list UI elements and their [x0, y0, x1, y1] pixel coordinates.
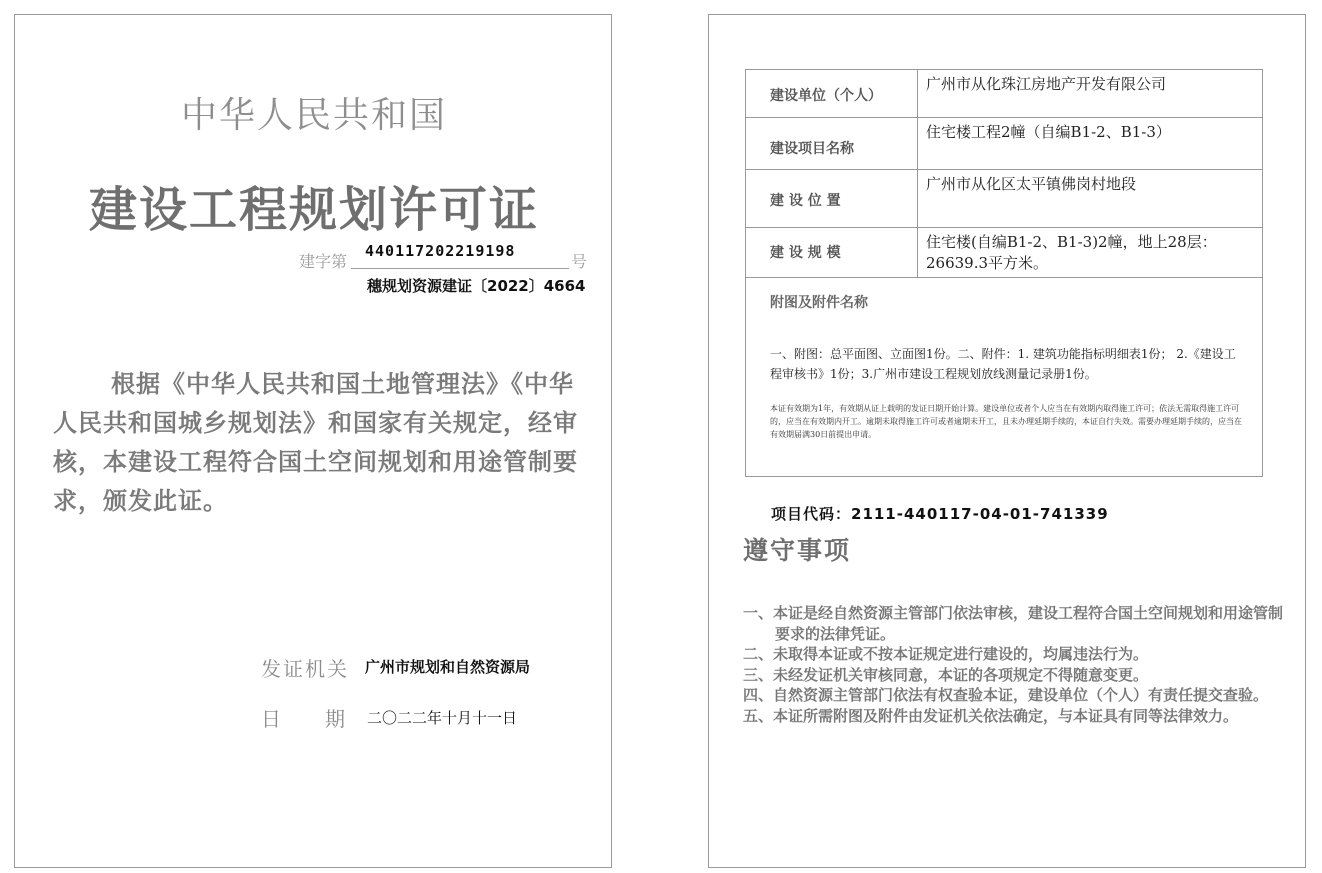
- issue-date: 二〇二二年十月十一日: [367, 709, 518, 727]
- row-label-builder: 建设单位（个人）: [770, 88, 882, 104]
- row-value-project-name: 住宅楼工程2幢（自编B1-2、B1-3）: [926, 123, 1171, 141]
- row-value-location: 广州市从化区太平镇佛岗村地段: [926, 175, 1137, 193]
- validity-note: 本证有效期为1年，有效期从证上载明的发证日期开始计算。建设单位或者个人应当在有效期内取得施工许可；依法无需取得施工许可的，应当在有效期内开工。逾期未取得施工许可或者逾期未开工，且未办理延期手续的，本证自行失效。需要办理延期手续的，应当在有效期届满30日前提出申请。: [770, 404, 1242, 439]
- list-item: 一、本证是经自然资源主管部门依法审核，建设工程符合国土空间规划和用途管制要求的法律凭证。: [743, 604, 1284, 643]
- table-row: [746, 228, 1262, 278]
- table-row: [746, 118, 1262, 170]
- row-label-scale: 建 设 规 模: [770, 245, 841, 261]
- certificate-front-page: [14, 14, 612, 868]
- certificate-title: 建设工程规划许可证: [88, 182, 539, 238]
- list-item: 三、未经发证机关审核同意，本证的各项规定不得随意变更。: [743, 665, 1149, 684]
- certificate-back-page: [708, 14, 1306, 868]
- attachments-title: 附图及附件名称: [770, 295, 868, 311]
- legal-basis-text: 根据《中华人民共和国土地管理法》《中华人民共和国城乡规划法》和国家有关规定，经审核，本建设工程符合国土空间规划和用途管制要求，颁发此证。: [53, 370, 578, 515]
- row-value-scale: 住宅楼(自编B1-2、B1-3)2幢，地上28层：26639.3平方米。: [926, 233, 1217, 272]
- project-info-table: [745, 69, 1263, 477]
- issuer-label: 发证机关: [261, 657, 349, 681]
- attachments-text: 一、附图：总平面图、立面图1份。二、附件：1. 建筑功能指标明细表1份； 2.《建设工程审核书》1份；3.广州市建设工程规划放线测量记录册1份。: [770, 347, 1236, 381]
- document-code: 穗规划资源建证〔2022〕4664: [367, 277, 586, 295]
- number-underline: [351, 268, 569, 269]
- date-label: 日期: [261, 707, 389, 731]
- table-row: [746, 70, 1262, 118]
- number-prefix: 建字第: [299, 252, 348, 271]
- country-name: 中华人民共和国: [180, 95, 447, 136]
- number-suffix: 号: [571, 252, 588, 271]
- project-code: 项目代码：2111-440117-04-01-741339: [771, 505, 1109, 523]
- certificate-number: 440117202219198: [365, 242, 516, 260]
- row-label-location: 建 设 位 置: [770, 193, 841, 209]
- list-item: 五、本证所需附图及附件由发证机关依法确定，与本证具有同等法律效力。: [743, 706, 1239, 725]
- list-item: 四、自然资源主管部门依法有权查验本证，建设单位（个人）有责任提交查验。: [743, 686, 1269, 704]
- rules-list: [743, 603, 1283, 726]
- row-value-builder: 广州市从化珠江房地产开发有限公司: [926, 75, 1167, 93]
- row-label-project-name: 建设项目名称: [770, 141, 854, 157]
- rules-title: 遵守事项: [743, 536, 852, 565]
- issuer-value: 广州市规划和自然资源局: [365, 658, 531, 676]
- list-item: 二、未取得本证或不按本证规定进行建设的，均属违法行为。: [743, 645, 1149, 663]
- table-row: [746, 170, 1262, 228]
